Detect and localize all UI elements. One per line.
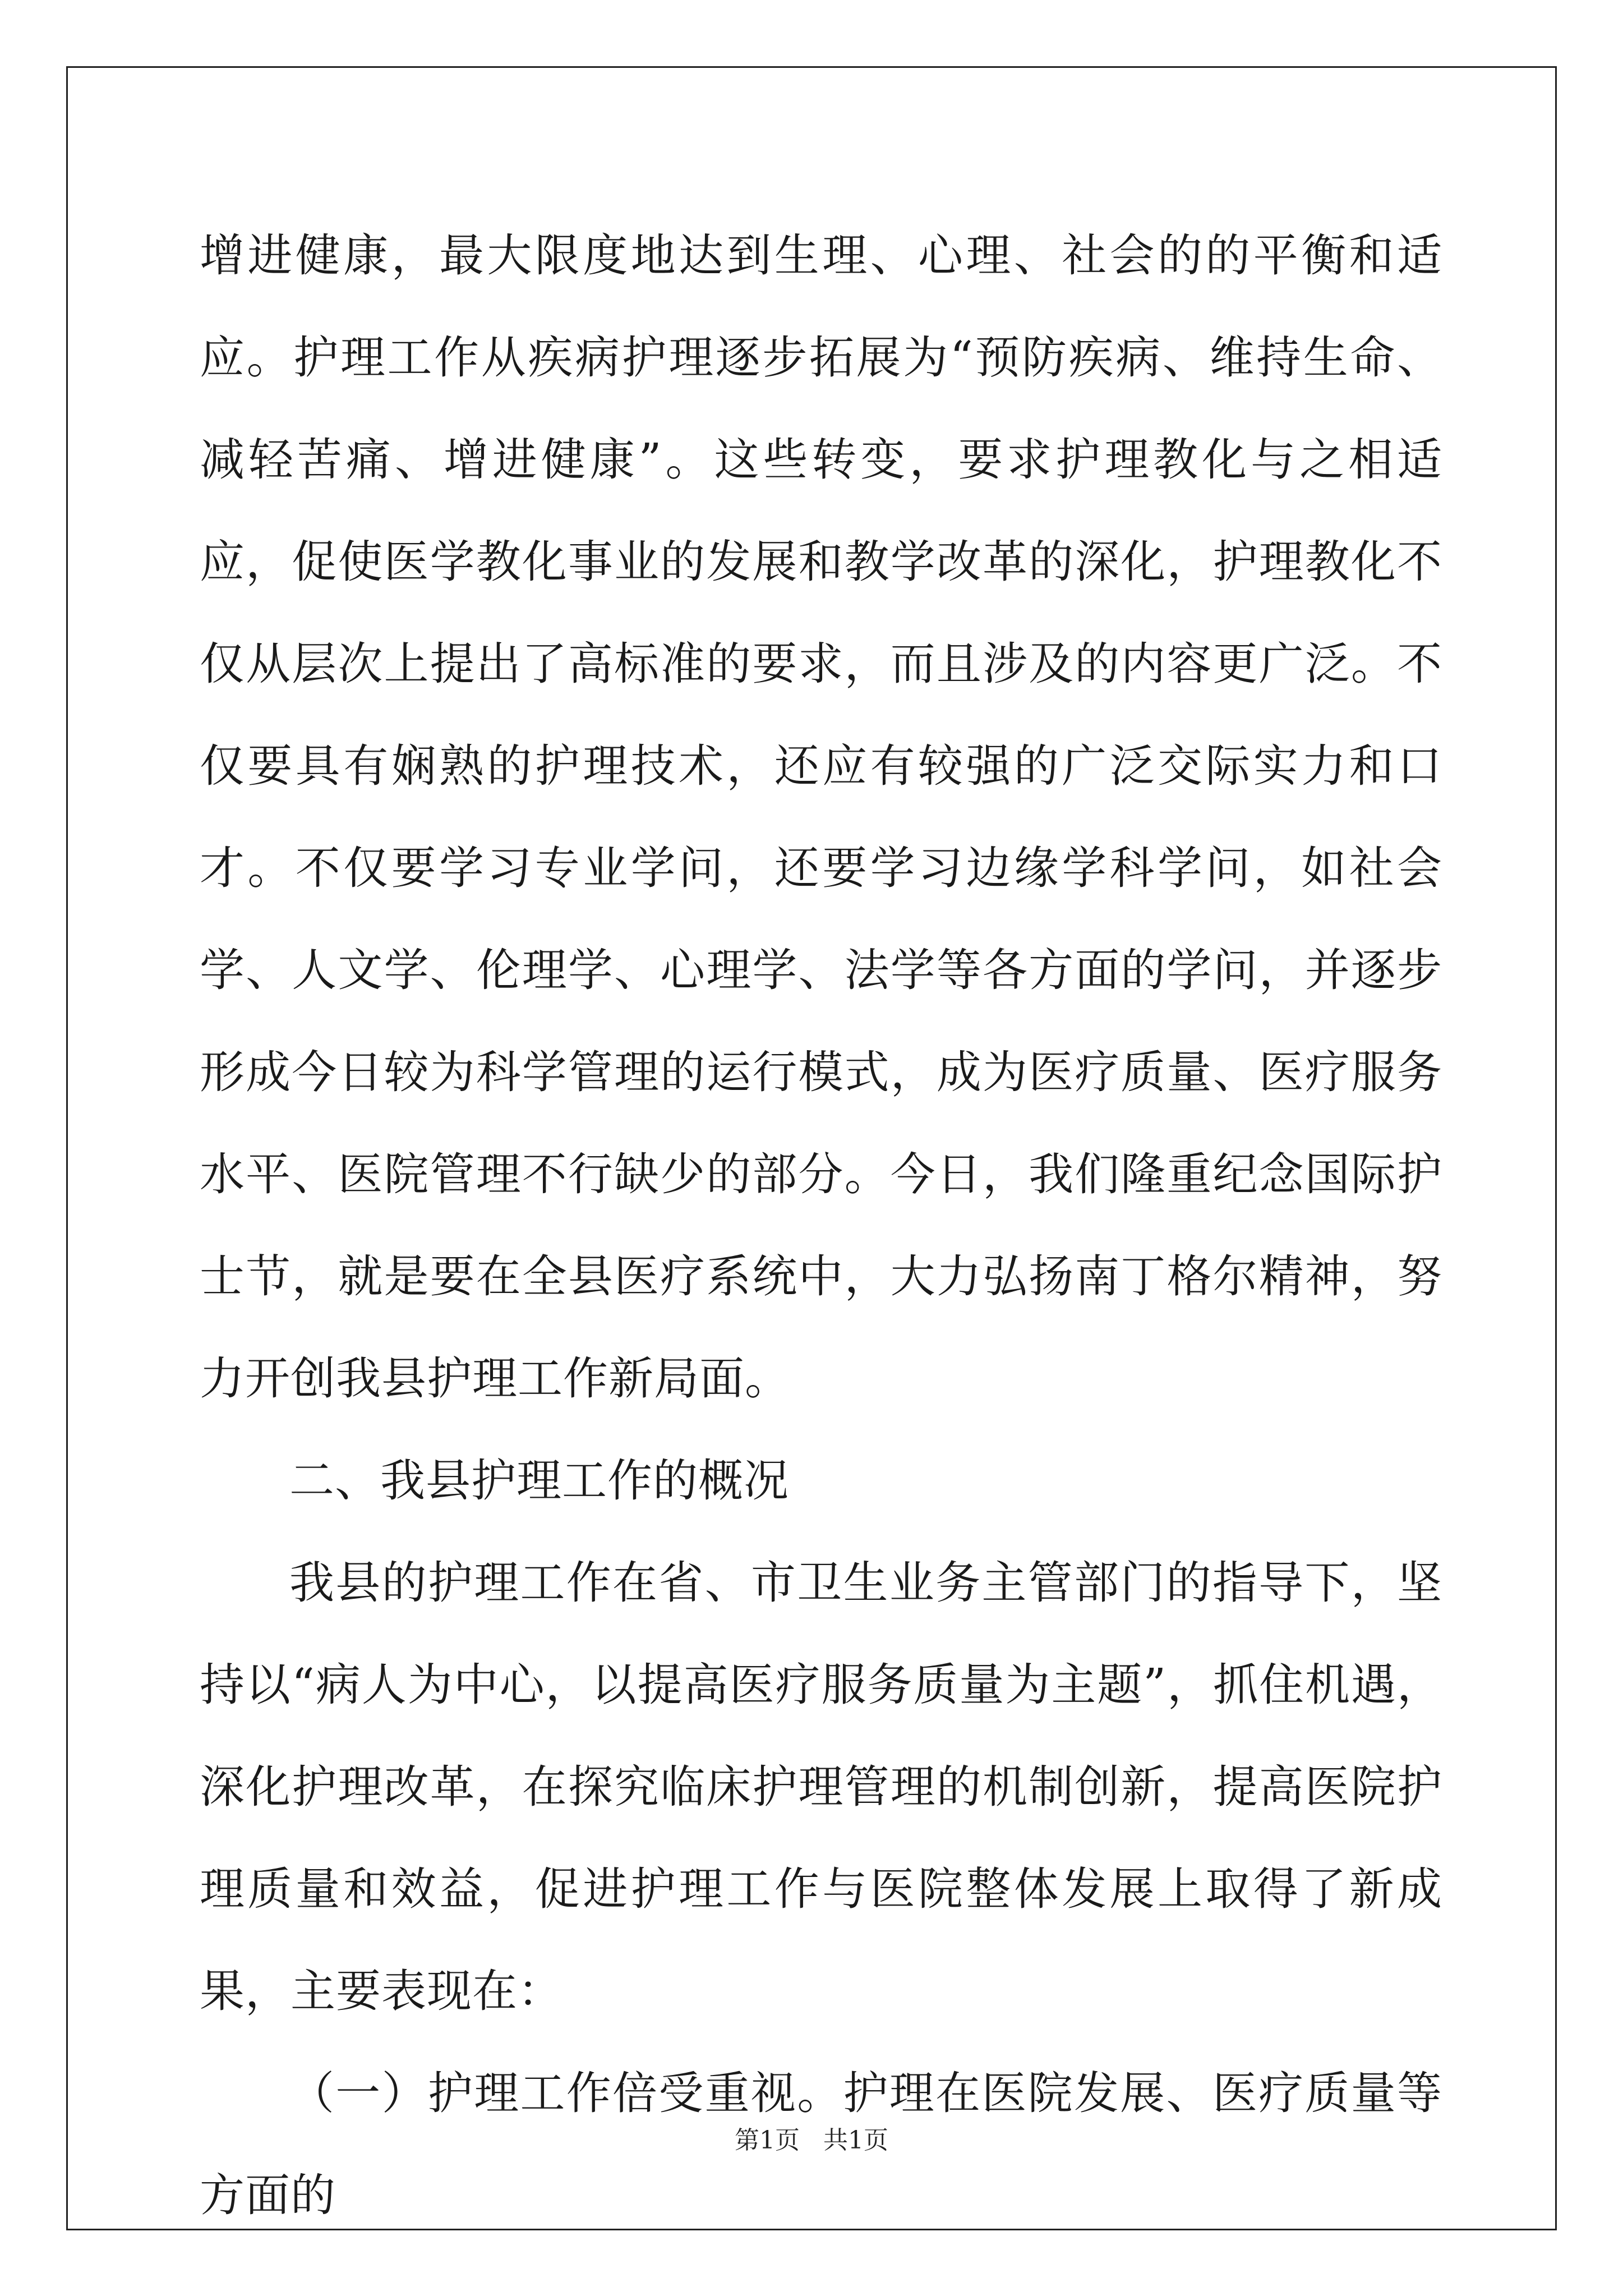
paragraph-1: 增进健康，最大限度地达到生理、心理、社会的的平衡和适应。护理工作从疾病护理逐步拓展为“预防疾病、维持生命、减轻苦痛、增进健康”。这些转变，要求护理教化与之相适应，促使医学教化事业的发展和教学改革的深化，护理教化不仅从层次上提出了高标准的要求，而且涉及的内容更广泛。不仅要具有娴熟的护理技术，还应有较强的广泛交际实力和口才。不仅要学习专业学问，还要学习边缘学科学问，如社会学、人文学、伦理学、心理学、法学等各方面的学问，并逐步形成今日较为科学管理的运行模式，成为医疗质量、医疗服务水平、医院管理不行缺少的部分。今日，我们隆重纪念国际护士节，就是要在全县医疗系统中，大力弘扬南丁格尔精神，努力开创我县护理工作新局面。 — [200, 229, 1442, 1405]
document-body — [200, 205, 1442, 2247]
paragraph-2: 我县的护理工作在省、市卫生业务主管部门的指导下，坚持以“病人为中心，以提高医疗服务质量为主题”，抓住机遇，深化护理改革，在探究临床护理管理的机制创新，提高医院护理质量和效益，促进护理工作与医院整体发展上取得了新成果，主要表现在： — [200, 1557, 1442, 2017]
section-heading: 二、我县护理工作的概况 — [289, 1455, 789, 1507]
page-footer: 第1页 共1页 — [735, 2126, 888, 2155]
paragraph-3: （一）护理工作倍受重视。护理在医院发展、医疗质量等方面的 — [200, 2067, 1442, 2221]
